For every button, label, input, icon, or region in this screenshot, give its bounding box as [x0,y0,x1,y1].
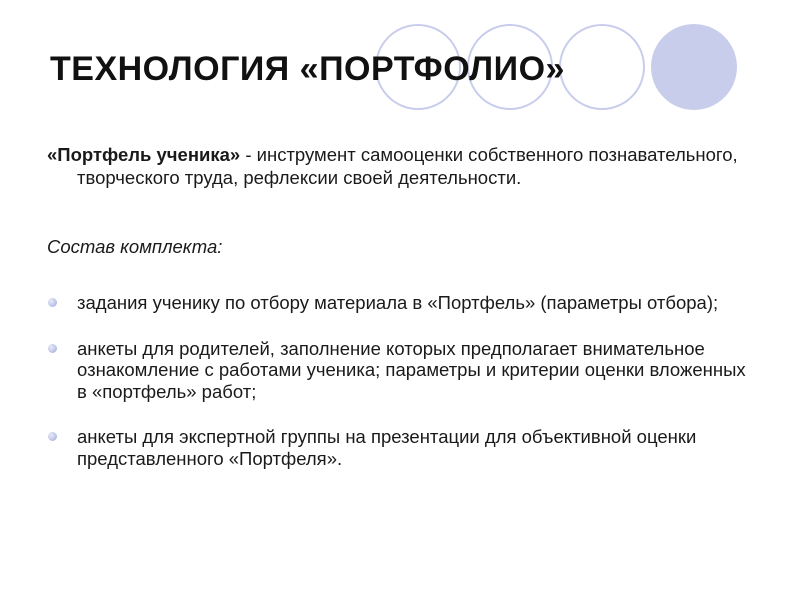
bullet-list [47,292,757,493]
definition-text: - инструмент самооценки собственного познавательного, творческого труда, рефлексии своей деятельности. [77,144,738,188]
bullet-dot-icon [48,344,57,353]
bullet-dot-icon [48,432,57,441]
bullet-text: задания ученику по отбору материала в «Портфель» (параметры отбора); [77,292,719,313]
bullet-item [47,338,757,403]
composition-label: Состав комплекта: [47,236,223,257]
bullet-item [47,426,757,469]
bullet-dot-icon [48,298,57,307]
definition-term: «Портфель ученика» [47,144,241,165]
bullet-text: анкеты для экспертной группы на презентации для объективной оценки представленного «Портфеля». [77,426,697,469]
decor-circle-filled [651,24,737,110]
decor-circle-outline [560,25,644,109]
bullet-text: анкеты для родителей, заполнение которых предполагает внимательное ознакомление с работами ученика; параметры и критерии оценки вложенных в «портфель» работ; [77,337,746,402]
definition-paragraph [47,143,757,189]
bullet-item [47,292,757,314]
slide-title: ТЕХНОЛОГИЯ «ПОРТФОЛИО» [50,50,565,88]
